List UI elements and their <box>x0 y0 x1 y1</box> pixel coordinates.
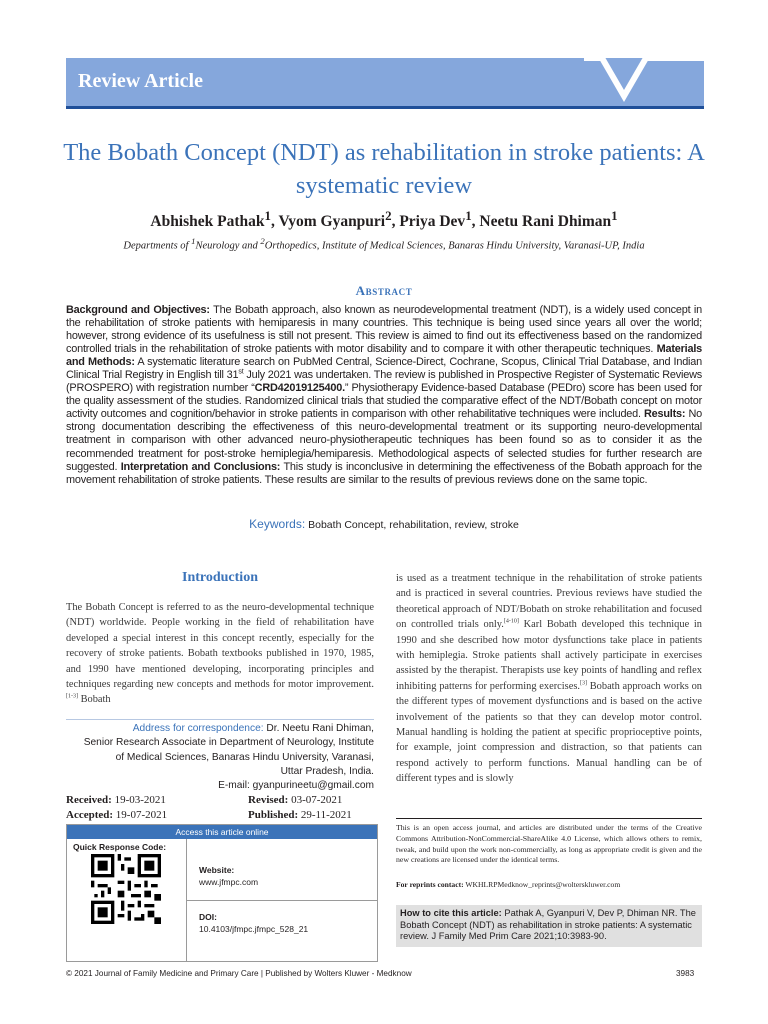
accepted-date: Accepted: 19-07-2021 <box>66 809 168 821</box>
citation-ref[interactable]: [1-3] <box>66 693 78 700</box>
abstract-conclusions-label: Interpretation and Conclusions: <box>120 460 281 473</box>
abstract-results-label: Results: <box>643 408 686 421</box>
correspondence-rule <box>66 719 374 720</box>
author-name: Priya Dev <box>399 213 466 231</box>
correspondence-label: Address for correspondence: <box>132 723 264 734</box>
doi-label: DOI: <box>199 912 217 922</box>
affiliations: Departments of $^1$Neurology and $^2$Orthopedics, Institute of Medical Sciences, Banaras Hindu University, Varanasi-UP, India <box>123 236 645 252</box>
abstract-background-label: Background and Objectives: <box>66 304 210 316</box>
license-rule <box>396 818 702 819</box>
keywords-text: Bobath Concept, rehabilitation, review, stroke <box>308 519 519 531</box>
revised-date: Revised: 03-07-2021 <box>248 794 343 806</box>
intro-left-column: The Bobath Concept is referred to as the neuro-developmental technique (NDT) worldwide. People working in the field of rehabilitation have developed a special interest in this concept recently, especially for the recovery of stroke patients. Bobath textbooks published in 1970, 1985, and 1990 have mentioned developing, incorporating principles and techniques regarding new concepts and methods for motor improvement.[1-3] Bobath <box>66 602 374 706</box>
article-title: The Bobath Concept (NDT) as rehabilitation in stroke patients: A systematic review <box>63 139 705 199</box>
keywords <box>40 517 728 531</box>
doi-link[interactable]: 10.4103/jfmpc.jfmpc_528_21 <box>199 924 309 934</box>
author-list: Abhishek Pathak$^1$, Vyom Gyanpuri$^2$, Priya Dev$^1$, Neetu Rani Dhiman$^1$ <box>150 208 618 231</box>
qr-code-label: Quick Response Code: <box>73 842 167 852</box>
reprints-contact: For reprints contact: WKHLRPMedknow_reprints@wolterskluwer.com <box>396 880 621 889</box>
author-name: Neetu Rani Dhiman <box>479 213 612 231</box>
banner-chevron-icon <box>584 58 704 110</box>
author-name: Abhishek Pathak <box>150 213 265 231</box>
abstract-methods-label: Materials and Methods: <box>66 343 703 369</box>
page-number: 3983 <box>676 969 695 978</box>
how-to-cite-box <box>396 905 702 947</box>
published-date: Published: 29-11-2021 <box>248 809 352 821</box>
author-affiliation: 2 <box>385 208 392 223</box>
keywords-label: Keywords: <box>249 517 306 531</box>
access-online-heading: Access this article online <box>67 825 377 839</box>
how-to-cite-label: How to cite this article: <box>400 908 502 918</box>
article-type-label: Review Article <box>78 70 203 92</box>
how-to-cite-text: Pathak A, Gyanpuri V, Dev P, Dhiman NR. The Bobath Concept (NDT) as rehabilitation in stroke patients: A systematic review. J Family Med Prim Care 2021;10:3983-90. <box>400 908 696 942</box>
website-link[interactable]: www.jfmpc.com <box>199 877 259 887</box>
abstract-heading: Abstract <box>355 283 413 298</box>
author-affiliation: 1 <box>611 208 618 223</box>
reprints-email-link[interactable]: WKHLRPMedknow_reprints@wolterskluwer.com <box>465 880 621 889</box>
citation-ref[interactable]: [3] <box>579 680 587 687</box>
page-footer: © 2021 Journal of Family Medicine and Primary Care | Published by Wolters Kluwer - Medknow <box>66 969 412 978</box>
correspondence-block: Address for correspondence: Dr. Neetu Rani Dhiman, Senior Research Associate in Department of Neurology, Institute of Medical Sciences, Banaras Hindu University, Varanasi, Uttar Pradesh, India. E-mail: gyanpurineetu@gmail.com <box>83 723 374 792</box>
intro-right-column: is used as a treatment technique in the rehabilitation of stroke patients and is practiced in several countries. Previous reviews have studied the theoretical approach of NDT/Bobath on stroke rehabilitation and focused on controlled trials only.[4-10] Karl Bobath developed this technique in 1990 and she described how motor dysfunctions take place in patients with hemiplegia. Stroke patients shall actively participate in exercises assisted by the therapist. Therapists use key points of handling and reflex inhibiting patterns for performing exercises.[3] Bobath approach works on the different types of movement dysfunctions and is based on the active involvement of the patients so that they can develop motor control. Manual handling is holding the patient at specific proprioceptive points, for example, joint compression and distraction, so that patients can respond actively to perform functions. Manual handling can be of different types and is slowly <box>396 573 702 785</box>
citation-ref[interactable]: [4-10] <box>503 618 519 625</box>
author-affiliation: 1 <box>465 208 472 223</box>
author-name: Vyom Gyanpuri <box>278 213 386 231</box>
license-text: This is an open access journal, and articles are distributed under the terms of the Creative Commons Attribution-NonCommercial-ShareAlike 4.0 License, which allows others to remix, tweak, and build upon the work non-commercially, as long as appropriate credit is given and the new creations are licensed under the identical terms. <box>396 823 702 865</box>
access-divider <box>186 900 377 901</box>
introduction-heading: Introduction <box>182 570 258 585</box>
access-online-box <box>66 824 378 962</box>
qr-code-icon[interactable] <box>91 854 161 924</box>
received-date: Received: 19-03-2021 <box>66 794 166 806</box>
correspondence-email-link[interactable]: gyanpurineetu@gmail.com <box>252 780 374 792</box>
author-affiliation: 1 <box>264 208 271 223</box>
website-label: Website: <box>199 865 235 875</box>
abstract-body: Background and Objectives: The Bobath approach, also known as neurodevelopmental treatment (NDT), is a widely used concept in the rehabilitation of stroke patients with hemiparesis in many countries. This technique is being used since years all over the world; however, strong evidence of its usefulness is still not present. This review is aimed to find out its effectiveness based on the randomized controlled trials in the rehabilitation of stroke patients with motor disability and to compare it with other therapeutic techniques. Materials and Methods: A systematic literature search on PubMed Central, Science-Direct, Cochrane, Scopus, Clinical Trial Database, and Indian Clinical Trial Registry in English till 31st July 2021 was undertaken. The review is published in Prospective Register of Systematic Reviews (PROSPERO) with registration number “CRD42019125400.” Physiotherapy Evidence-based Database (PEDro) score has been used for the quality assessment of the studies. Randomized clinical trials that studied the comparative effect of the NDT/Bobath concept on motor activity outcomes and cognition/behavior in stroke patients in comparison with other rehabilitative techniques were included. Results: No strong documentation describing the effectiveness of this neuro-developmental treatment or its supporting neuro-developmental treatment in comparison with other advanced neuro-physiotherapeutic techniques has been found so as to consider it as the recommended treatment for post-stroke hemiplegia/hemiparesis. Methodological aspects of selected studies for further research are suggested. Interpretation and Conclusions: This study is inconclusive in determining the effectiveness of the Bobath approach for the movement rehabilitation of stroke patients. These results are similar to the results of previous reviews done on the same topic. <box>66 304 703 486</box>
